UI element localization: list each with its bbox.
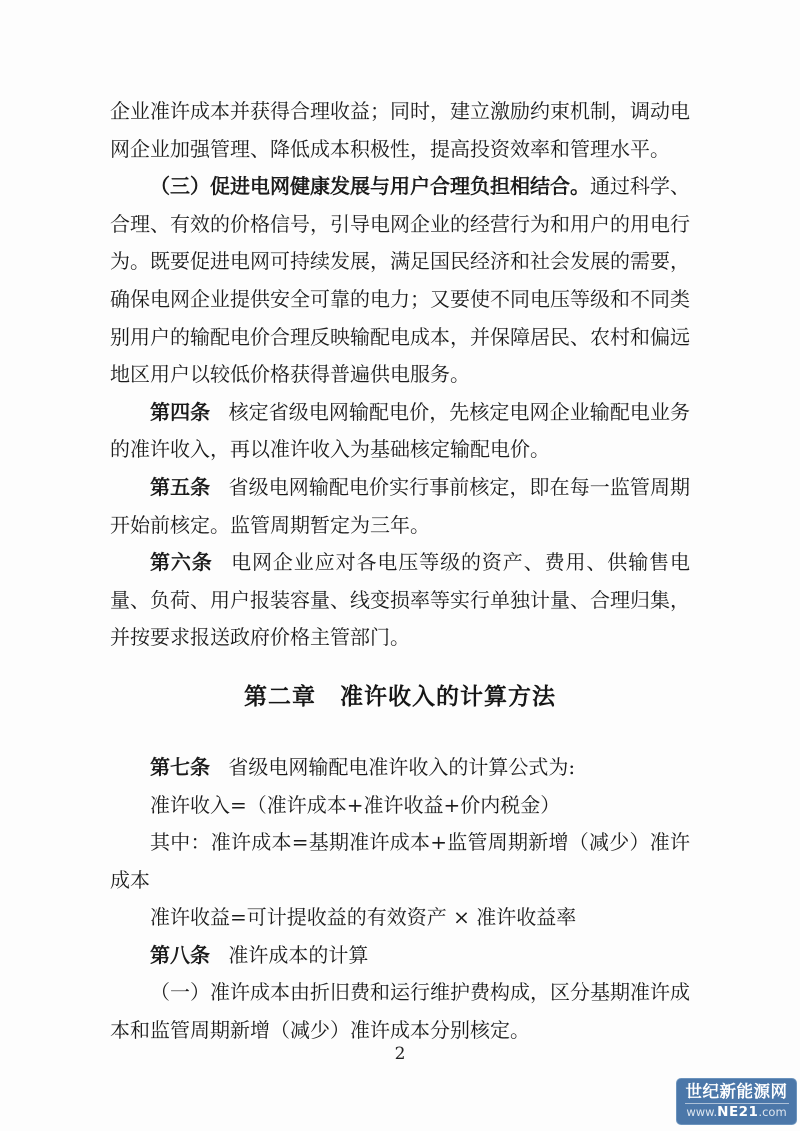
paragraph-bold-lead: （三）促进电网健康发展与用户合理负担相结合。 [150,174,590,199]
paragraph-text: （一）准许成本由折旧费和运行维护费构成，区分基期准许成本和监管周期新增（减少）准许成本分别核定。 [110,980,690,1043]
formula-text: 准许收入=（准许成本+准许收益+价内税金） [150,792,561,817]
formula-text: 其中：准许成本=基期准许成本+监管周期新增（减少）准许成本 [110,830,690,892]
paragraph [110,544,690,657]
article-number: 第五条 [150,474,211,499]
logo-url-www: www. [686,1105,718,1119]
logo-url-tld: .com [758,1105,787,1119]
logo-site-url [677,1104,796,1120]
formula-text: 准许收益=可计提收益的有效资产 × 准许收益率 [150,905,577,930]
paragraph [110,93,690,168]
paragraph-text: 企业准许成本并获得合理收益；同时，建立激励约束机制，调动电网企业加强管理、降低成本积极性，提高投资效率和管理水平。 [110,99,690,161]
logo-url-domain: NE21 [717,1104,759,1120]
paragraph [110,394,690,469]
paragraph [110,168,690,394]
ne21-watermark-logo [676,1078,797,1125]
article-number: 第六条 [150,550,213,575]
paragraph-text: 省级电网输配电准许收入的计算公式为: [228,754,576,779]
paragraph [110,937,690,975]
article-number: 第四条 [150,399,211,424]
document-body [110,93,690,1050]
paragraph-text: 省级电网输配电价实行事前核定，即在每一监管周期开始前核定。监管周期暂定为三年。 [110,474,691,537]
formula-line [110,899,690,937]
chapter-heading: 第二章 准许收入的计算方法 [244,683,556,710]
paragraph [110,749,690,787]
paragraph [110,469,690,544]
formula-line [110,824,690,899]
page-number: 2 [394,1044,406,1064]
logo-site-name: 世纪新能源网 [685,1082,789,1104]
paragraph-text: 准许成本的计算 [228,942,369,967]
paragraph-text: 核定省级电网输配电价，先核定电网企业输配电业务的准许收入，再以准许收入为基础核定输配电价。 [110,399,691,462]
formula-line [110,787,690,825]
article-number: 第八条 [150,942,210,967]
paragraph [110,974,690,1049]
paragraph-text: 电网企业应对各电压等级的资产、费用、供输售电量、负荷、用户报装容量、线变损率等实行单独计量、合理归集，并按要求报送政府价格主管部门。 [110,550,691,650]
paragraph-text: 通过科学、合理、有效的价格信号，引导电网企业的经营行为和用户的用电行为。既要促进电网可持续发展，满足国民经济和社会发展的需要，确保电网企业提供安全可靠的电力；又要使不同电压等级和不同类别用户的输配电价合理反映输配电成本，并保障居民、农村和偏远地区用户以较低价格获得普遍供电服务。 [110,174,690,387]
article-number: 第七条 [150,754,210,779]
